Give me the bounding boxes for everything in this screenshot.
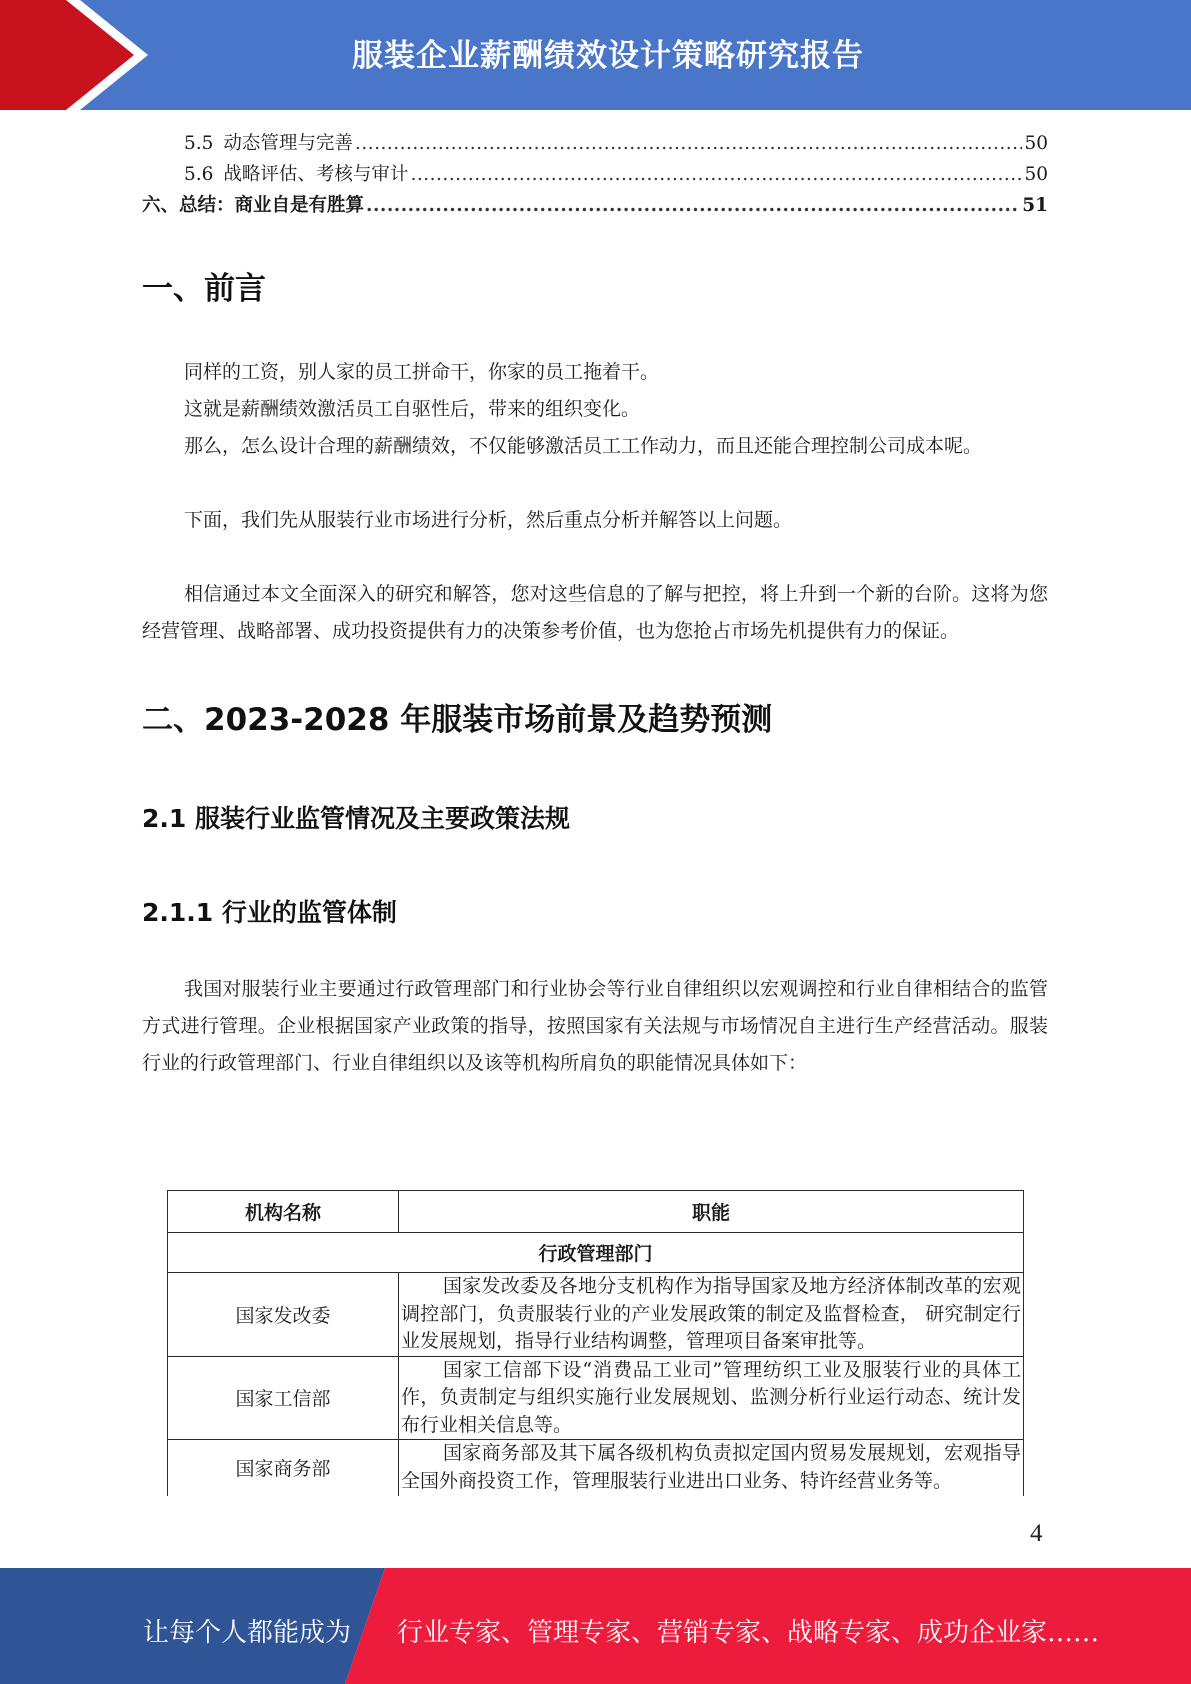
toc-entry-page: 50	[1024, 164, 1048, 185]
toc-entry-label: 战略评估、考核与审计	[223, 164, 409, 185]
toc-leader-dots	[366, 190, 1020, 221]
toc-entry[interactable]	[142, 190, 1048, 221]
footer-band	[0, 1568, 1191, 1684]
subsection-heading: 2.1 服装行业监管情况及主要政策法规	[142, 804, 570, 833]
toc-leader-dots	[355, 128, 1023, 159]
toc-entry-number: 5.6	[184, 164, 214, 185]
toc-leader-dots	[410, 159, 1022, 190]
table-row	[168, 1273, 1024, 1357]
toc-entry-page: 50	[1024, 133, 1048, 154]
subsubsection-heading: 2.1.1 行业的监管体制	[142, 898, 397, 927]
org-name-cell: 国家发改委	[168, 1273, 399, 1357]
paragraph: 下面，我们先从服装行业市场进行分析，然后重点分析并解答以上问题。	[184, 509, 793, 531]
paragraph: 这就是薪酬绩效激活员工自驱性后，带来的组织变化。	[184, 398, 641, 420]
header-band	[0, 0, 1191, 110]
paragraph: 相信通过本文全面深入的研究和解答，您对这些信息的了解与把控，将上升到一个新的台阶。这将为您经营管理、战略部署、成功投资提供有力的决策参考价值，也为您抢占市场先机提供有力的保证。	[142, 583, 1048, 642]
column-header: 机构名称	[168, 1191, 399, 1233]
toc-entry-label: 六、总结：商业自是有胜算	[142, 195, 365, 216]
page-number: 4	[1030, 1520, 1043, 1547]
regulatory-bodies-table	[167, 1190, 1024, 1496]
toc-entry-page: 51	[1022, 195, 1048, 216]
table-header-row	[168, 1191, 1024, 1233]
toc-entry-label: 动态管理与完善	[223, 133, 353, 154]
table-of-contents	[142, 128, 1048, 221]
section-heading-market-outlook: 二、2023-2028 年服装市场前景及趋势预测	[142, 702, 773, 738]
org-name-cell: 国家工信部	[168, 1356, 399, 1440]
duty-cell: 国家工信部下设“消费品工业司”管理纺织工业及服装行业的具体工作，负责制定与组织实施行业发展规划、监测分析行业运行动态、统计发布行业相关信息等。	[399, 1356, 1024, 1440]
footer-slogan-left: 让每个人都能成为	[143, 1618, 352, 1648]
toc-entry-number: 5.5	[184, 133, 214, 154]
page-content	[142, 128, 1048, 1082]
table-row	[168, 1356, 1024, 1440]
column-header: 职能	[399, 1191, 1024, 1233]
toc-entry[interactable]	[142, 128, 1048, 159]
report-title: 服装企业薪酬绩效设计策略研究报告	[352, 38, 864, 74]
category-label: 行政管理部门	[168, 1233, 1024, 1273]
paragraph: 那么，怎么设计合理的薪酬绩效，不仅能够激活员工工作动力，而且还能合理控制公司成本呢。	[184, 435, 983, 457]
preface-body	[142, 354, 1048, 650]
section-heading-preface: 一、前言	[142, 271, 266, 307]
paragraph: 同样的工资，别人家的员工拼命干，你家的员工拖着干。	[184, 361, 660, 383]
toc-entry[interactable]	[142, 159, 1048, 190]
table-row	[168, 1440, 1024, 1496]
org-name-cell: 国家商务部	[168, 1440, 399, 1496]
table-category-row	[168, 1233, 1024, 1273]
duty-cell: 国家发改委及各地分支机构作为指导国家及地方经济体制改革的宏观调控部门，负责服装行业的产业发展政策的制定及监督检查， 研究制定行业发展规划，指导行业结构调整，管理项目备案审批等。	[399, 1273, 1024, 1357]
duty-cell: 国家商务部及其下属各级机构负责拟定国内贸易发展规划，宏观指导全国外商投资工作，管理服装行业进出口业务、特许经营业务等。	[399, 1440, 1024, 1496]
footer-slogan-right: 行业专家、管理专家、营销专家、战略专家、成功企业家……	[397, 1618, 1100, 1648]
paragraph: 我国对服装行业主要通过行政管理部门和行业协会等行业自律组织以宏观调控和行业自律相结合的监管方式进行管理。企业根据国家产业政策的指导，按照国家有关法规与市场情况自主进行生产经营活动。服装行业的行政管理部门、行业自律组织以及该等机构所肩负的职能情况具体如下：	[142, 978, 1048, 1074]
